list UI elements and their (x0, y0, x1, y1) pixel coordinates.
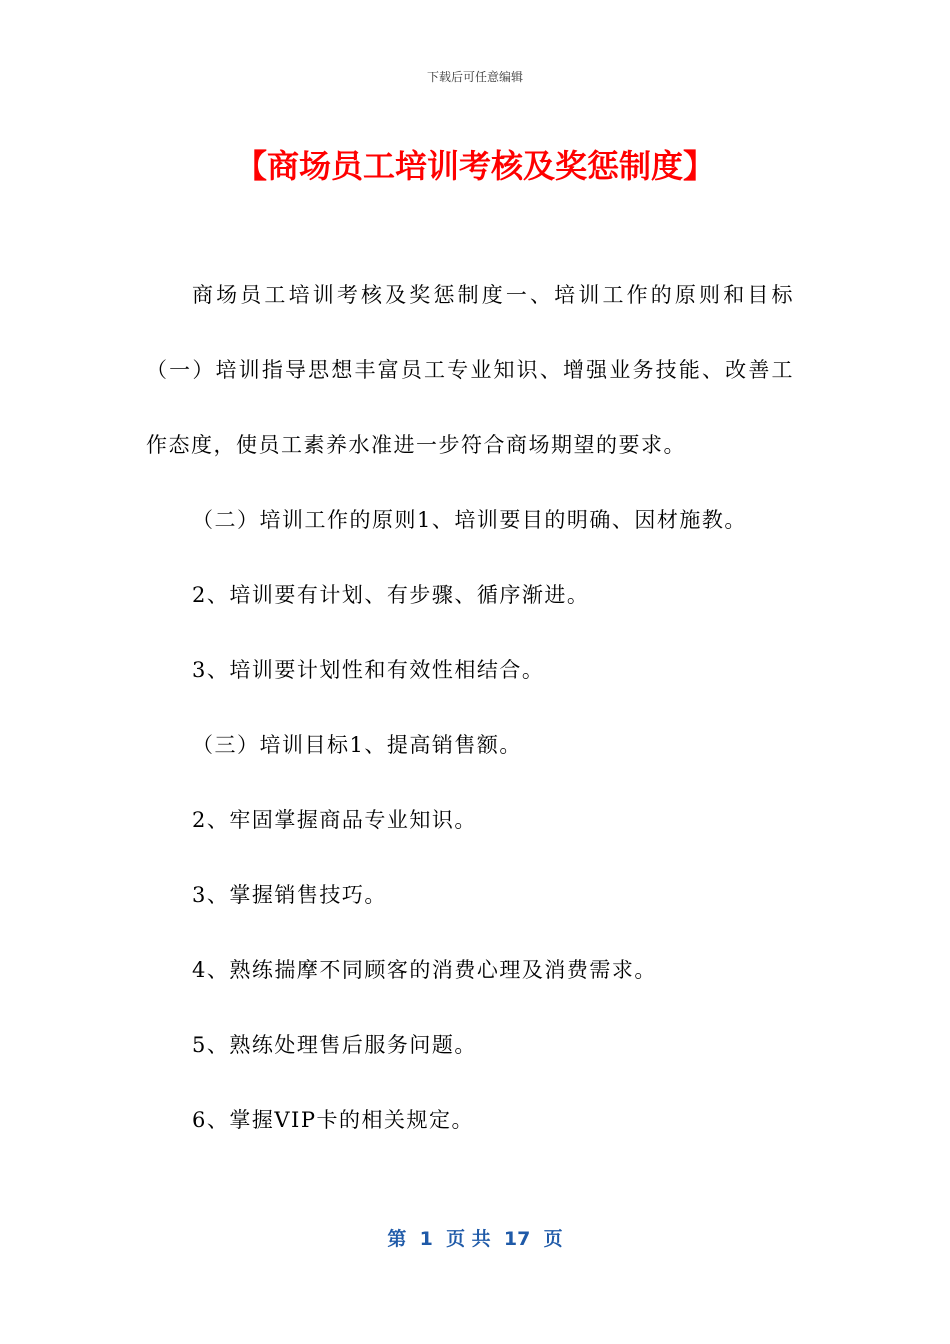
paragraph-6: 2、牢固掌握商品专业知识。 (192, 808, 477, 832)
document-title: 【商场员工培训考核及奖惩制度】 (234, 147, 715, 185)
page-indicator: 第 1 页 共 17 页 (387, 1228, 563, 1250)
paragraph-5: （三）培训目标1、提高销售额。 (192, 733, 522, 757)
paragraph-4: 3、培训要计划性和有效性相结合。 (192, 658, 545, 682)
paragraph-1: 商场员工培训考核及奖惩制度一、培训工作的原则和目标（一）培训指导思想丰富员工专业知识、增强业务技能、改善工作态度，使员工素养水准进一步符合商场期望的要求。 (146, 283, 794, 457)
paragraph-2: （二）培训工作的原则1、培训要目的明确、因材施教。 (192, 508, 747, 532)
paragraph-8: 4、熟练揣摩不同顾客的消费心理及消费需求。 (192, 958, 657, 982)
document-body (146, 258, 794, 1158)
paragraph-7: 3、掌握销售技巧。 (192, 883, 387, 907)
header-note: 下载后可任意编辑 (426, 70, 523, 84)
paragraph-10: 6、掌握VIP卡的相关规定。 (192, 1108, 474, 1132)
paragraph-3: 2、培训要有计划、有步骤、循序渐进。 (192, 583, 590, 607)
paragraph-9: 5、熟练处理售后服务问题。 (192, 1033, 477, 1057)
